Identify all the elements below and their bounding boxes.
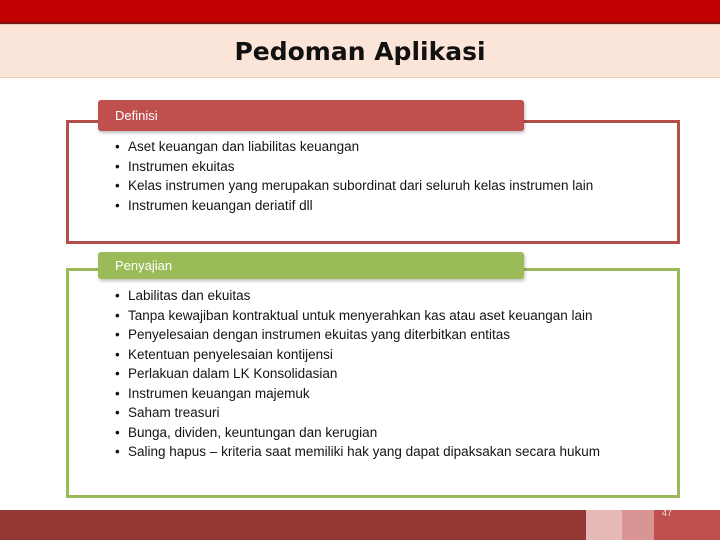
list-item: • Aset keuangan dan liabilitas keuangan bbox=[115, 137, 625, 157]
list-item: • Instrumen ekuitas bbox=[115, 157, 625, 177]
list-item: • Perlakuan dalam LK Konsolidasian bbox=[115, 364, 625, 384]
definisi-list bbox=[115, 137, 625, 215]
definisi-heading: Definisi bbox=[98, 100, 524, 131]
footer-swatch-light bbox=[586, 510, 622, 540]
slide-title: Pedoman Aplikasi bbox=[234, 37, 486, 66]
list-item: • Saling hapus – kriteria saat memiliki hak yang dapat dipaksakan secara hukum bbox=[115, 442, 625, 462]
list-item: • Tanpa kewajiban kontraktual untuk menyerahkan kas atau aset keuangan lain bbox=[115, 306, 625, 326]
list-item: • Saham treasuri bbox=[115, 403, 625, 423]
list-item: • Ketentuan penyelesaian kontijensi bbox=[115, 345, 625, 365]
list-item: • Penyelesaian dengan instrumen ekuitas yang diterbitkan entitas bbox=[115, 325, 625, 345]
list-item: • Bunga, dividen, keuntungan dan kerugian bbox=[115, 423, 625, 443]
page-number: 47 bbox=[662, 508, 673, 518]
list-item: • Kelas instrumen yang merupakan subordinat dari seluruh kelas instrumen lain bbox=[115, 176, 625, 196]
list-item: • Instrumen keuangan deriatif dll bbox=[115, 196, 625, 216]
top-accent-bar bbox=[0, 0, 720, 24]
penyajian-list bbox=[115, 286, 625, 462]
list-item: • Labilitas dan ekuitas bbox=[115, 286, 625, 306]
footer-swatch-medium bbox=[622, 510, 654, 540]
list-item: • Instrumen keuangan majemuk bbox=[115, 384, 625, 404]
penyajian-heading: Penyajian bbox=[98, 252, 524, 279]
